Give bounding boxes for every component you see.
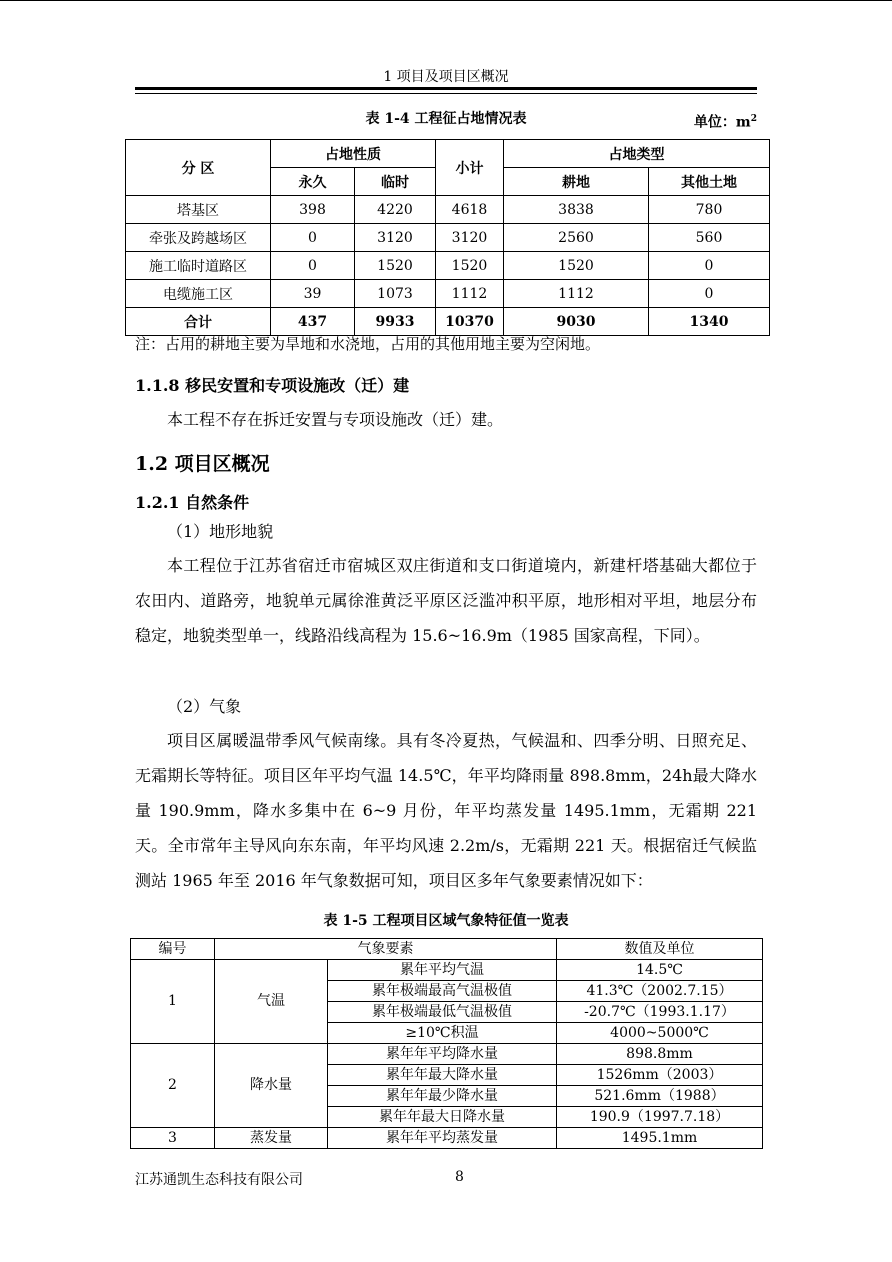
- group-name-cell: 蒸发量: [215, 1128, 328, 1149]
- table-row: [126, 280, 770, 308]
- group-name-cell: 气温: [215, 960, 328, 1044]
- header-rule-thin: [135, 93, 757, 94]
- item-cell: 累年年平均降水量: [328, 1044, 557, 1065]
- table1-total-row: [126, 308, 770, 336]
- value-cell: 190.9（1997.7.18）: [557, 1107, 763, 1128]
- zone-cell: 牵张及跨越场区: [126, 224, 271, 252]
- item-cell: 累年年最大降水量: [328, 1065, 557, 1086]
- table2-caption: 表 1-5 工程项目区域气象特征值一览表: [323, 913, 569, 929]
- table1-head-farmland: 耕地: [504, 168, 649, 196]
- climate-text: 项目区属暖温带季风气候南缘。具有冬冷夏热，气候温和、四季分明、日照充足、无霜期长等特征。项目区年平均气温 14.5℃，年平均降雨量 898.8mm，24h最大降水量 190.9mm，降水多集中在 6~9 月份，年平均蒸发量 1495.1mm，无霜期 221 天。全市常年主导风向东东南，年平均风速 2.2m/s，无霜期 221 天。根据宿迁气候监测站 1965 年至 2016 年气象数据可知，项目区多年气象要素情况如下：: [135, 731, 757, 890]
- group-id-cell: 3: [131, 1128, 215, 1149]
- zone-cell: 塔基区: [126, 196, 271, 224]
- value-cell: 1526mm（2003）: [557, 1065, 763, 1086]
- total-label-cell: 合计: [126, 308, 271, 336]
- value-cell: 521.6mm（1988）: [557, 1086, 763, 1107]
- table-row: [131, 960, 763, 981]
- section-118-text: 本工程不存在拆迁安置与专项设施改（迁）建。: [167, 410, 504, 429]
- item-cell: ≥10℃积温: [328, 1023, 557, 1044]
- total-subtotal-cell: 10370: [436, 308, 504, 336]
- permanent-cell: 39: [271, 280, 355, 308]
- table1-head-temporary: 临时: [355, 168, 436, 196]
- farmland-cell: 1112: [504, 280, 649, 308]
- value-cell: -20.7℃（1993.1.17）: [557, 1002, 763, 1023]
- table1-caption-row: [135, 108, 757, 130]
- subtotal-cell: 1112: [436, 280, 504, 308]
- table1-head-zone: 分 区: [126, 140, 271, 196]
- total-farmland-cell: 9030: [504, 308, 649, 336]
- other-cell: 0: [649, 252, 770, 280]
- value-cell: 4000~5000℃: [557, 1023, 763, 1044]
- page-number: 8: [455, 1169, 464, 1185]
- table1-unit-sup: 2: [750, 114, 757, 124]
- farmland-cell: 3838: [504, 196, 649, 224]
- value-cell: 41.3℃（2002.7.15）: [557, 981, 763, 1002]
- table-row: [126, 252, 770, 280]
- subheading-terrain: （1）地形地貌: [167, 522, 274, 541]
- heading-1-2-1: 1.2.1 自然条件: [135, 493, 250, 512]
- terrain-paragraph: [135, 548, 757, 653]
- climate-table: [130, 938, 763, 1149]
- temporary-cell: 1520: [355, 252, 436, 280]
- item-cell: 累年年最少降水量: [328, 1086, 557, 1107]
- value-cell: 898.8mm: [557, 1044, 763, 1065]
- table1-head-permanent: 永久: [271, 168, 355, 196]
- value-cell: 1495.1mm: [557, 1128, 763, 1149]
- group-id-cell: 1: [131, 960, 215, 1044]
- item-cell: 累年极端最高气温极值: [328, 981, 557, 1002]
- item-cell: 累年年平均蒸发量: [328, 1128, 557, 1149]
- other-cell: 780: [649, 196, 770, 224]
- total-permanent-cell: 437: [271, 308, 355, 336]
- table1-unit: [694, 108, 757, 134]
- table2-head-value: 数值及单位: [557, 939, 763, 960]
- table1-head-subtotal: 小计: [436, 140, 504, 196]
- zone-cell: 施工临时道路区: [126, 252, 271, 280]
- terrain-text: 本工程位于江苏省宿迁市宿城区双庄街道和支口街道境内，新建杆塔基础大都位于农田内、道路旁，地貌单元属徐淮黄泛平原区泛滥冲积平原，地形相对平坦，地层分布稳定，地貌类型单一，线路沿线高程为 15.6~16.9m（1985 国家高程，下同）。: [135, 556, 757, 645]
- table-row: [126, 224, 770, 252]
- temporary-cell: 3120: [355, 224, 436, 252]
- table2-head-id: 编号: [131, 939, 215, 960]
- table2-head-element: 气象要素: [215, 939, 557, 960]
- subtotal-cell: 4618: [436, 196, 504, 224]
- other-cell: 560: [649, 224, 770, 252]
- table-row: [126, 196, 770, 224]
- section-118-body: [135, 402, 757, 437]
- permanent-cell: 0: [271, 224, 355, 252]
- table1-caption: 表 1-4 工程征占地情况表: [365, 111, 527, 127]
- permanent-cell: 398: [271, 196, 355, 224]
- land-occupation-table: [125, 139, 770, 336]
- table-row: [131, 1044, 763, 1065]
- subtotal-cell: 1520: [436, 252, 504, 280]
- permanent-cell: 0: [271, 252, 355, 280]
- subtotal-cell: 3120: [436, 224, 504, 252]
- table-row: [131, 1128, 763, 1149]
- temporary-cell: 4220: [355, 196, 436, 224]
- group-id-cell: 2: [131, 1044, 215, 1128]
- subheading-climate: （2）气象: [167, 697, 242, 716]
- total-other-cell: 1340: [649, 308, 770, 336]
- table1-head-other: 其他土地: [649, 168, 770, 196]
- running-header: 1 项目及项目区概况: [383, 69, 509, 85]
- table1-unit-label: 单位：m: [693, 114, 751, 131]
- temporary-cell: 1073: [355, 280, 436, 308]
- farmland-cell: 1520: [504, 252, 649, 280]
- table1-head-type: 占地类型: [504, 140, 770, 168]
- zone-cell: 电缆施工区: [126, 280, 271, 308]
- farmland-cell: 2560: [504, 224, 649, 252]
- top-border: [0, 0, 892, 1]
- other-cell: 0: [649, 280, 770, 308]
- group-name-cell: 降水量: [215, 1044, 328, 1128]
- item-cell: 累年年最大日降水量: [328, 1107, 557, 1128]
- item-cell: 累年极端最低气温极值: [328, 1002, 557, 1023]
- footer-company: 江苏通凯生态科技有限公司: [135, 1172, 303, 1188]
- table2-header-row: [131, 939, 763, 960]
- header-rule-thick: [135, 87, 757, 90]
- heading-1-2: 1.2 项目区概况: [135, 453, 270, 475]
- table1-note: 注：占用的耕地主要为旱地和水浇地，占用的其他用地主要为空闲地。: [135, 335, 601, 353]
- heading-1-1-8: 1.1.8 移民安置和专项设施改（迁）建: [135, 376, 410, 395]
- table1-head-nature: 占地性质: [271, 140, 436, 168]
- value-cell: 14.5℃: [557, 960, 763, 981]
- table1-header-row-1: [126, 140, 770, 168]
- total-temporary-cell: 9933: [355, 308, 436, 336]
- climate-paragraph: [135, 723, 757, 898]
- item-cell: 累年平均气温: [328, 960, 557, 981]
